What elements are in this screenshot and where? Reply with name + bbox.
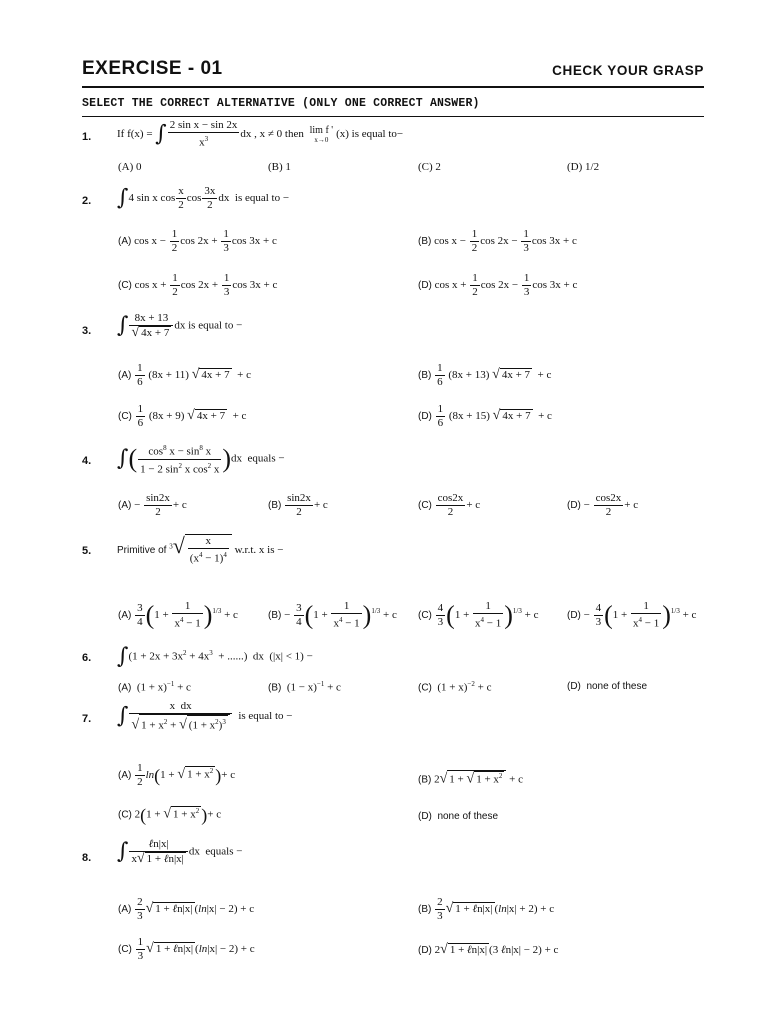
question-1-text: If f(x) = ∫ $\frac{\text{2 sin x − sin 2x}}{x^3}$ dx , x ≠ 0 then lim f ' x→0 (x) is equal to− (117, 119, 404, 149)
question-8-option-a[interactable]: (A) $\frac{2}{3}$ √ 1 + ℓn|x| (ln|x| − 2) + c (118, 896, 255, 922)
question-2-text: ∫4 sin x cos $\frac{x}{2}$ cos $\frac{3x}{2}$ dx is equal to − (117, 185, 290, 211)
question-1-option-b[interactable]: (B) 1 (268, 161, 291, 173)
question-number: 3. (82, 325, 92, 337)
question-7-option-d[interactable]: (D) none of these (418, 811, 499, 822)
instruction-rule (82, 116, 704, 117)
question-1-option-c[interactable]: (C) 2 (418, 161, 441, 173)
question-number: 7. (82, 713, 92, 725)
question-3-option-a[interactable]: (A) $\frac{1}{6}$ (8x + 11) √ 4x + 7 + c (118, 362, 251, 388)
question-8-option-c[interactable]: (C) $\frac{1}{3}$ √ 1 + ℓn|x| (ln|x| − 2) + c (118, 936, 255, 962)
page-title: EXERCISE - 01 (82, 58, 223, 79)
question-6-option-b[interactable]: (B) $(1 - x)^{-1} + c$ (268, 680, 341, 694)
question-5-option-c[interactable]: (C) $\frac{4}{3}$ (1 + $\frac{1}{x^4 - 1}$ )$^{1/3}$ + c (418, 600, 539, 630)
question-8-text: ∫ ℓn|x| x√ 1 + ℓn|x| dx equals − (117, 838, 243, 866)
header-rule (82, 86, 704, 88)
question-4-option-b[interactable]: (B) $\frac{\sin 2x}{2}$ + c (268, 492, 328, 518)
question-4-text: ∫( $\frac{\cos^8 x - \sin^8 x}{1 - 2 \sin^2 x \cos^2 x}$ )dx equals − (117, 444, 285, 476)
question-number: 5. (82, 545, 92, 557)
question-number: 8. (82, 852, 92, 864)
question-1-option-d[interactable]: (D) 1/2 (567, 161, 600, 173)
question-2-option-b[interactable]: (B) cos x − $\frac{1}{2}$ cos 2x − $\frac{1}{3}$ cos 3x + c (418, 228, 577, 254)
question-4-option-c[interactable]: (C) $\frac{\cos 2x}{2}$ + c (418, 492, 481, 518)
question-1-option-a[interactable]: (A) 0 (118, 161, 142, 173)
question-8-option-d[interactable]: (D) 2√ 1 + ℓn|x| (3 ℓn|x| − 2) + c (418, 942, 559, 957)
question-3-option-d[interactable]: (D) $\frac{1}{6}$ (8x + 15) √ 4x + 7 + c (418, 403, 552, 429)
question-5-option-a[interactable]: (A) $\frac{3}{4}$ (1 + $\frac{1}{x^4 - 1}$ )$^{1/3}$ + c (118, 600, 238, 630)
question-number: 2. (82, 195, 92, 207)
question-number: 6. (82, 652, 92, 664)
question-2-option-a[interactable]: (A) cos x − $\frac{1}{2}$ cos 2x + $\frac{1}{3}$ cos 3x + c (118, 228, 277, 254)
instruction: SELECT THE CORRECT ALTERNATIVE (ONLY ONE CORRECT ANSWER) (82, 97, 480, 110)
question-6-text: $\int(1 + 2x + 3x^2 + 4x^3$ + ......) dx (|x| < 1) − (117, 644, 313, 669)
question-3-option-b[interactable]: (B) $\frac{1}{6}$ (8x + 13) √ 4x + 7 + c (418, 362, 552, 388)
question-5-option-b[interactable]: (B) − $\frac{3}{4}$ (1 + $\frac{1}{x^4 - 1}$ )$^{1/3}$ + c (268, 600, 397, 630)
question-6-option-c[interactable]: (C) $(1 + x)^{-2} + c$ (418, 680, 492, 694)
section-heading: CHECK YOUR GRASP (552, 63, 704, 78)
question-4-option-a[interactable]: (A) − $\frac{\sin 2x}{2}$ + c (118, 492, 187, 518)
question-7-option-b[interactable]: (B) 2√ 1 + √ $1 + x^2 + c$ (418, 771, 523, 787)
question-5-option-d[interactable]: (D) − $\frac{4}{3}$ (1 + $\frac{1}{x^4 - 1}$ )$^{1/3}$ + c (567, 600, 697, 630)
question-4-option-d[interactable]: (D) − $\frac{\cos 2x}{2}$ + c (567, 492, 639, 518)
question-7-text: ∫ $\frac{\text{x dx}}{√ 1 + x^2 + √ (1 + x^2)^3}$ is equal to − (117, 700, 293, 733)
question-6-option-d[interactable]: (D) none of these (567, 681, 648, 692)
question-3-option-c[interactable]: (C) $\frac{1}{6}$ (8x + 9) √ 4x + 7 + c (118, 403, 247, 429)
question-number: 4. (82, 455, 92, 467)
question-6-option-a[interactable]: (A) $(1 + x)^{-1} + c$ (118, 680, 191, 694)
question-2-option-c[interactable]: (C) cos x + $\frac{1}{2}$ cos 2x + $\frac{1}{3}$ cos 3x + c (118, 272, 278, 298)
question-8-option-b[interactable]: (B) $\frac{2}{3}$ √ 1 + ℓn|x| (ln|x| + 2) + c (418, 896, 555, 922)
question-7-option-a[interactable]: (A) $\frac{1}{2}$ ln(1 + √ $1 + x^2$ )+ c (118, 762, 236, 788)
question-3-text: ∫ $\frac{8x + 13}{√ 4x + 7}$ dx is equal to − (117, 312, 243, 340)
question-number: 1. (82, 131, 92, 143)
question-7-option-c[interactable]: (C) 2(1 + √ $1 + x^2$ )+ c (118, 805, 222, 826)
question-2-option-d[interactable]: (D) cos x + $\frac{1}{2}$ cos 2x − $\frac{1}{3}$ cos 3x + c (418, 272, 578, 298)
question-5-text: Primitive of $^3$√ $\frac{x}{(x^4 - 1)^4}$ w.r.t. x is − (117, 533, 284, 565)
